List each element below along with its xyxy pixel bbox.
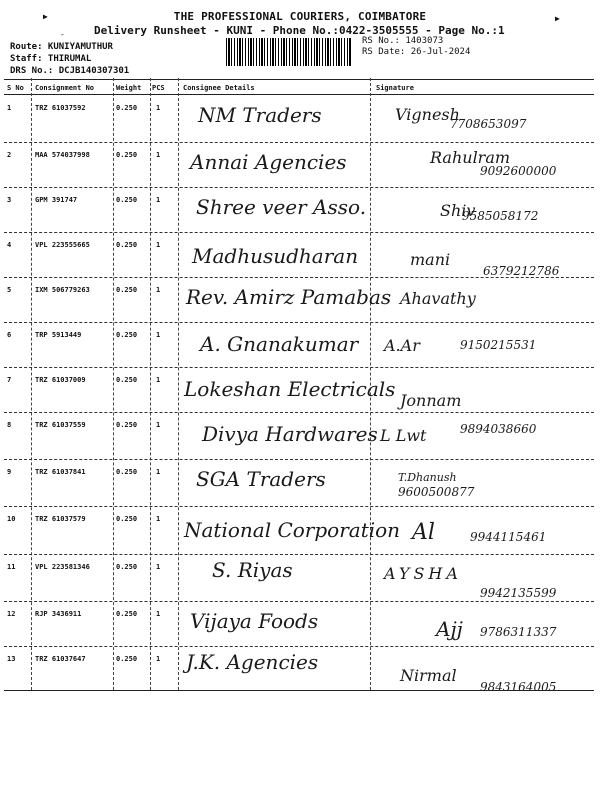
row-consignment-no: TRZ 61037592 — [35, 104, 86, 112]
row-consignment-no: IXM 506779263 — [35, 286, 90, 294]
drs-number: DRS No.: DCJB140307301 — [10, 66, 130, 76]
row-phone: 9942135599 — [480, 586, 557, 600]
row-weight: 0.250 — [116, 241, 138, 249]
row-consignee-handwriting: Madhusudharan — [192, 244, 359, 268]
row-consignee-handwriting: J.K. Agencies — [186, 650, 319, 674]
row-sno: 9 — [7, 468, 12, 476]
row-consignee-handwriting: A. Gnanakumar — [200, 332, 359, 356]
row-phone: 9092600000 — [480, 164, 557, 178]
row-pcs: 1 — [156, 104, 161, 112]
row-weight: 0.250 — [116, 286, 138, 294]
row-signature: Jonnam — [400, 391, 462, 410]
row-consignee-handwriting: S. Riyas — [212, 558, 293, 582]
staff-label: Staff: THIRUMAL — [10, 54, 92, 64]
row-consignment-no: TRZ 61037559 — [35, 421, 86, 429]
row-phone: 9944115461 — [470, 530, 547, 544]
row-phone: 6379212786 — [483, 264, 560, 278]
arrow-mark-icon: ▶ — [43, 12, 48, 21]
table-row — [0, 232, 600, 277]
row-consignee-handwriting: Lokeshan Electricals — [184, 377, 396, 401]
row-signature: L Lwt — [380, 426, 427, 445]
row-consignment-no: TRZ 61037579 — [35, 515, 86, 523]
row-pcs: 1 — [156, 151, 161, 159]
row-signature: mani — [410, 250, 451, 269]
row-consignment-no: RJP 3436911 — [35, 610, 82, 618]
table-row — [0, 277, 600, 322]
row-weight: 0.250 — [116, 468, 138, 476]
row-phone: 7708653097 — [450, 117, 527, 131]
row-consignee-handwriting: National Corporation — [184, 518, 401, 542]
row-pcs: 1 — [156, 376, 161, 384]
row-weight: 0.250 — [116, 563, 138, 571]
col-header-consignment: Consignment No — [35, 84, 95, 92]
row-signature: Shiv — [440, 201, 476, 220]
row-signature: Ajj — [436, 617, 463, 641]
row-phone: 9600500877 — [398, 485, 475, 499]
row-pcs: 1 — [156, 468, 161, 476]
row-consignment-no: TRZ 61037841 — [35, 468, 86, 476]
row-consignee-handwriting: Rev. Amirz Pamabas — [186, 285, 392, 309]
row-phone: 9585058172 — [462, 209, 539, 223]
row-consignee-handwriting: Vijaya Foods — [190, 609, 319, 633]
row-sno: 6 — [7, 331, 12, 339]
row-pcs: 1 — [156, 515, 161, 523]
table-row — [0, 554, 600, 601]
row-sno: 8 — [7, 421, 12, 429]
col-header-pcs: PCS — [152, 84, 165, 92]
col-header-sno: S No — [7, 84, 24, 92]
row-consignee-handwriting: SGA Traders — [196, 467, 326, 491]
row-pcs: 1 — [156, 421, 161, 429]
route-label: Route: KUNIYAMUTHUR — [10, 42, 113, 52]
row-signature: T.Dhanush — [398, 471, 457, 484]
page-subtitle: Delivery Runsheet - KUNI - Phone No.:0422-3505555 - Page No.:1 — [94, 24, 505, 37]
row-phone: 9894038660 — [460, 422, 537, 436]
row-sno: 2 — [7, 151, 12, 159]
col-header-weight: Weight — [116, 84, 142, 92]
rs-date: RS Date: 26-Jul-2024 — [362, 47, 471, 57]
row-signature: Ahavathy — [400, 289, 476, 308]
row-phone: 9150215531 — [460, 338, 537, 352]
row-weight: 0.250 — [116, 331, 138, 339]
row-consignment-no: MAA 574037998 — [35, 151, 90, 159]
row-consignment-no: GPM 391747 — [35, 196, 78, 204]
table-row — [0, 322, 600, 367]
row-sno: 3 — [7, 196, 12, 204]
row-consignment-no: TRP 5913449 — [35, 331, 82, 339]
row-consignee-handwriting: Shree veer Asso. — [196, 195, 367, 219]
row-consignment-no: VPL 223555665 — [35, 241, 90, 249]
table-row — [0, 367, 600, 412]
table-row — [0, 187, 600, 232]
row-signature: Al — [412, 520, 435, 545]
arrow-mark-icon: ▶ — [555, 14, 560, 23]
row-signature: AYSHA — [384, 564, 462, 583]
row-sno: 5 — [7, 286, 12, 294]
row-weight: 0.250 — [116, 515, 138, 523]
table-row — [0, 459, 600, 506]
row-signature: Vignesh — [395, 105, 460, 124]
row-pcs: 1 — [156, 196, 161, 204]
row-consignment-no: TRZ 61037009 — [35, 376, 86, 384]
row-phone: 9843164005 — [480, 680, 557, 694]
col-header-signature: Signature — [376, 84, 414, 92]
row-signature: Nirmal — [400, 666, 457, 685]
table-row — [0, 95, 600, 142]
row-pcs: 1 — [156, 563, 161, 571]
table-row — [0, 601, 600, 646]
row-signature: Rahulram — [430, 148, 511, 167]
row-sno: 1 — [7, 104, 12, 112]
row-sno: 11 — [7, 563, 16, 571]
row-sno: 7 — [7, 376, 12, 384]
row-pcs: 1 — [156, 241, 161, 249]
row-sno: 4 — [7, 241, 12, 249]
row-weight: 0.250 — [116, 376, 138, 384]
dash-mark: - — [60, 30, 65, 39]
table-row — [0, 142, 600, 187]
row-consignee-handwriting: Annai Agencies — [190, 150, 347, 174]
rs-number: RS No.: 1403073 — [362, 36, 444, 46]
row-sno: 13 — [7, 655, 16, 663]
row-pcs: 1 — [156, 610, 161, 618]
row-weight: 0.250 — [116, 151, 138, 159]
table-row — [0, 412, 600, 459]
col-header-consignee: Consignee Details — [183, 84, 255, 92]
barcode — [226, 38, 352, 66]
row-weight: 0.250 — [116, 655, 138, 663]
table-bottom-rule — [4, 690, 594, 691]
row-pcs: 1 — [156, 286, 161, 294]
row-weight: 0.250 — [116, 104, 138, 112]
table-top-rule — [4, 79, 594, 80]
row-weight: 0.250 — [116, 610, 138, 618]
table-row — [0, 506, 600, 554]
row-consignment-no: TRZ 61037647 — [35, 655, 86, 663]
row-consignment-no: VPL 223581346 — [35, 563, 90, 571]
row-weight: 0.250 — [116, 421, 138, 429]
row-signature: A.Ar — [384, 336, 420, 355]
row-sno: 10 — [7, 515, 16, 523]
row-consignee-handwriting: Divya Hardwares — [202, 422, 378, 446]
page-title: THE PROFESSIONAL COURIERS, COIMBATORE — [173, 10, 427, 23]
row-phone: 9786311337 — [480, 625, 557, 639]
row-pcs: 1 — [156, 331, 161, 339]
row-consignee-handwriting: NM Traders — [198, 103, 322, 127]
row-weight: 0.250 — [116, 196, 138, 204]
row-pcs: 1 — [156, 655, 161, 663]
table-row — [0, 646, 600, 694]
row-sno: 12 — [7, 610, 16, 618]
